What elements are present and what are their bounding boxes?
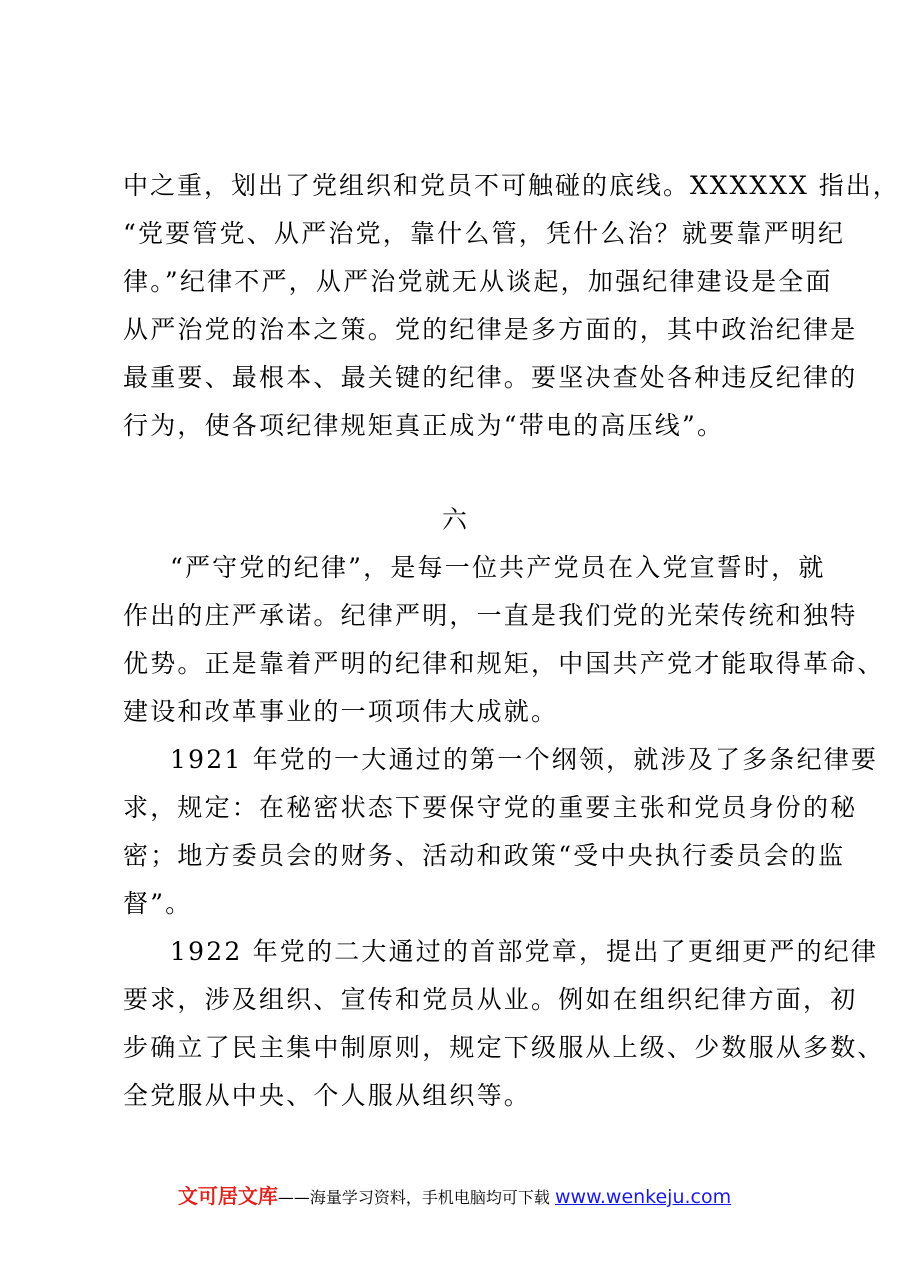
text-line: 求，规定：在秘密状态下要保守党的重要主张和党员身份的秘 [123, 793, 858, 822]
text-line: 建设和改革事业的一项项伟大成就。 [123, 697, 559, 726]
text-line: “党要管党、从严治党，靠什么管，凭什么治？就要靠严明纪 [123, 219, 846, 248]
text-line: 从严治党的治本之策。党的纪律是多方面的，其中政治纪律是 [123, 315, 858, 344]
section-heading: 六 [441, 505, 467, 534]
text-line: 作出的庄严承诺。纪律严明，一直是我们党的光荣传统和独特 [123, 601, 858, 630]
text-line: 步确立了民主集中制原则，规定下级服从上级、少数服从多数、 [123, 1033, 885, 1062]
text-line: “严守党的纪律”，是每一位共产党员在入党宣誓时，就 [170, 553, 826, 582]
text-line: 最重要、最根本、最关键的纪律。要坚决查处各种违反纪律的 [123, 363, 858, 392]
text-line: 行为，使各项纪律规矩真正成为“带电的高压线”。 [123, 411, 725, 440]
site-link[interactable]: www.wenkeju.com [554, 1186, 732, 1208]
brand-name: 文可居文库 [177, 1184, 278, 1208]
text-line: 中之重，划出了党组织和党员不可触碰的底线。XXXXXX 指出， [123, 171, 900, 200]
text-line: 要求，涉及组织、宣传和党员从业。例如在组织纪律方面，初 [123, 985, 858, 1014]
footer-tagline: ——海量学习资料，手机电脑均可下载 [277, 1188, 550, 1207]
text-line: 全党服从中央、个人服从组织等。 [123, 1081, 532, 1110]
text-line: 1921 年党的一大通过的第一个纲领，就涉及了多条纪律要 [170, 745, 879, 774]
text-line: 优势。正是靠着严明的纪律和规矩，中国共产党才能取得革命、 [123, 649, 885, 678]
text-line: 督”。 [123, 889, 193, 918]
footer-banner [0, 1180, 909, 1209]
text-line: 律。”纪律不严，从严治党就无从谈起，加强纪律建设是全面 [123, 267, 833, 296]
text-line: 1922 年党的二大通过的首部党章，提出了更细更严的纪律 [170, 937, 879, 966]
text-line: 密；地方委员会的财务、活动和政策“受中央执行委员会的监 [123, 841, 846, 870]
